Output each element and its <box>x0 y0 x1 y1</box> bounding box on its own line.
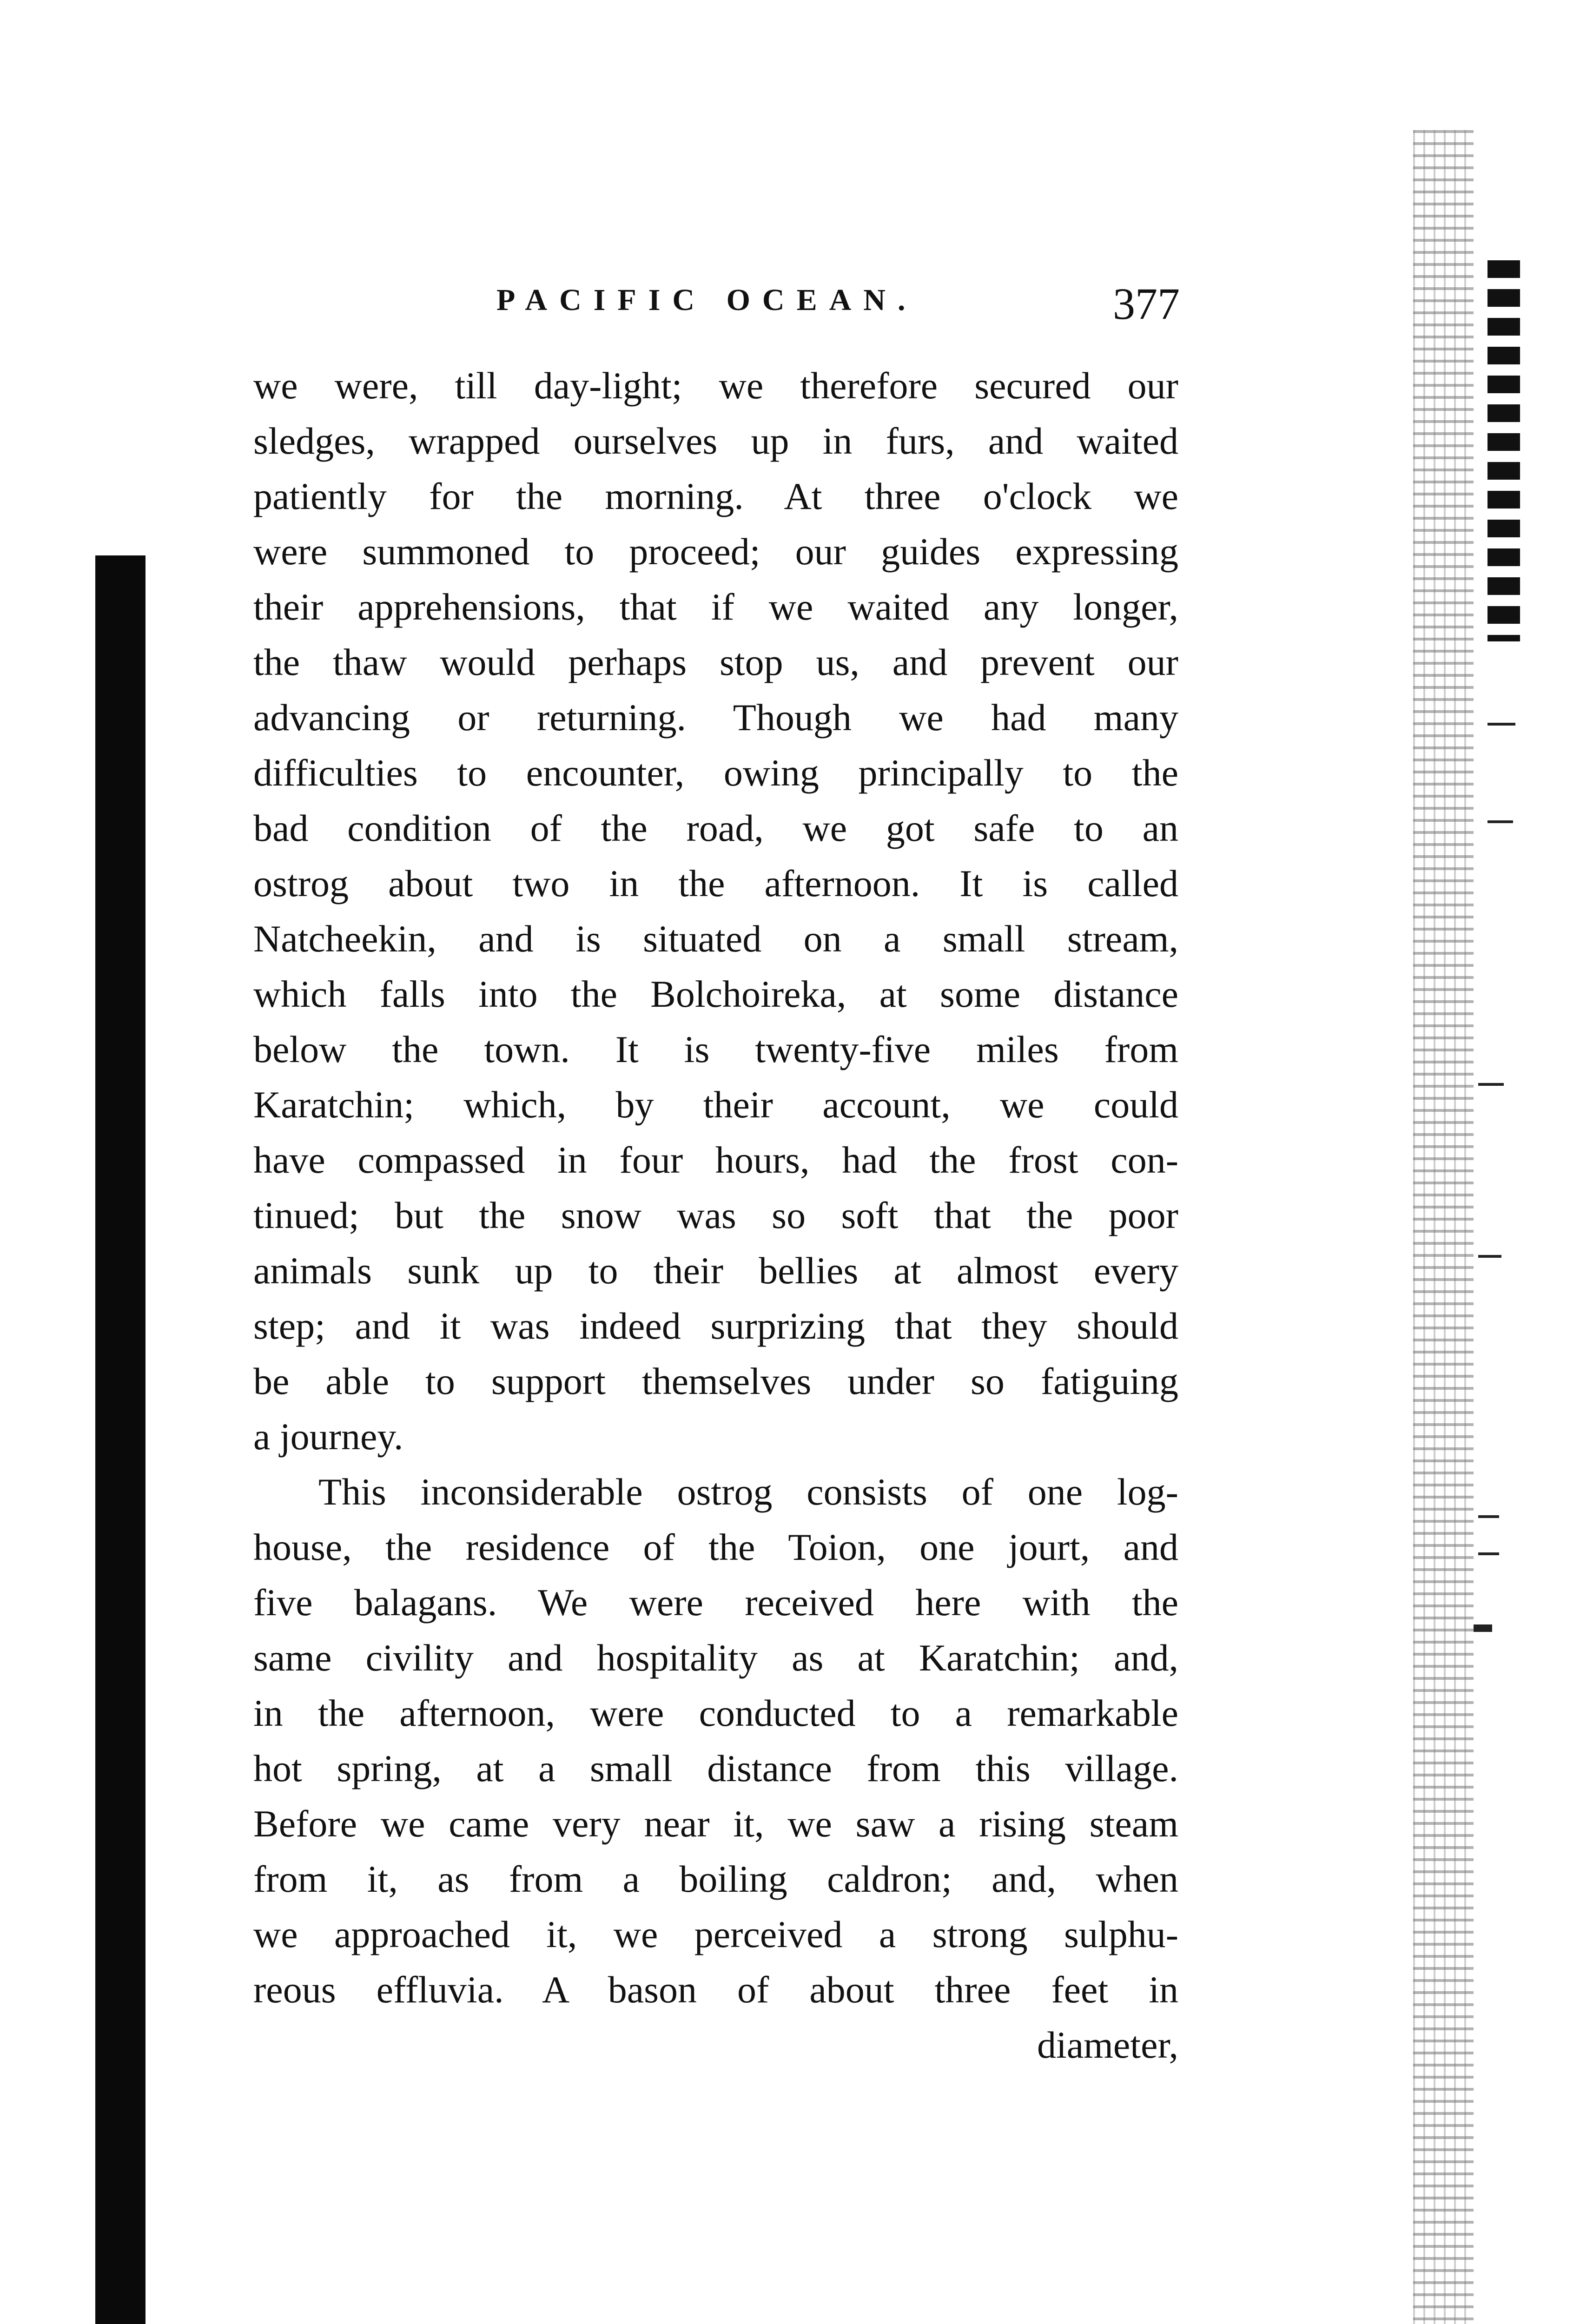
text-line: sledges, wrapped ourselves up in furs, and waited <box>253 420 1178 462</box>
text-line: their apprehensions, that if we waited any longer, <box>253 586 1178 628</box>
text-line: step; and it was indeed surprizing that they should <box>253 1305 1178 1347</box>
text-line: in the afternoon, were conducted to a remarkable <box>253 1692 1178 1734</box>
page-edge-shadow <box>1413 130 1474 2324</box>
text-line: patiently for the morning. At three o'clock we <box>253 475 1178 517</box>
text-line: reous effluvia. A bason of about three feet in <box>253 1968 1178 2011</box>
page-number: 377 <box>1113 279 1180 329</box>
text-line: animals sunk up to their bellies at almost every <box>253 1249 1178 1292</box>
text-line: tinued; but the snow was so soft that the poor <box>253 1194 1178 1236</box>
text-line: a journey. <box>253 1415 403 1458</box>
text-line: hot spring, at a small distance from this village. <box>253 1747 1178 1789</box>
text-line: ostrog about two in the afternoon. It is called <box>253 862 1178 905</box>
text-line: be able to support themselves under so fatiguing <box>253 1360 1178 1402</box>
text-line: we approached it, we perceived a strong sulphu- <box>253 1913 1178 1955</box>
running-head: PACIFIC OCEAN. <box>496 283 918 317</box>
text-line: bad condition of the road, we got safe to an <box>253 807 1178 849</box>
body-text <box>253 358 1178 2073</box>
text-line: five balagans. We were received here with the <box>253 1581 1178 1624</box>
edge-dash <box>1474 1624 1492 1632</box>
edge-dash <box>1478 1083 1504 1086</box>
edge-dash <box>1478 1552 1499 1555</box>
text-line: we were, till day-light; we therefore secured our <box>253 364 1178 407</box>
text-line: Natcheekin, and is situated on a small stream, <box>253 918 1178 960</box>
binding-shadow <box>95 555 145 2324</box>
text-line: have compassed in four hours, had the frost con- <box>253 1139 1178 1181</box>
text-line: house, the residence of the Toion, one jourt, and <box>253 1526 1178 1568</box>
text-line: from it, as from a boiling caldron; and, when <box>253 1858 1178 1900</box>
text-line: advancing or returning. Though we had many <box>253 696 1178 739</box>
page-header <box>496 278 1180 334</box>
text-line: This inconsiderable ostrog consists of one log- <box>318 1471 1178 1513</box>
page-edge-marks <box>1487 260 1520 641</box>
text-line: Before we came very near it, we saw a rising steam <box>253 1802 1178 1845</box>
text-line: which falls into the Bolchoireka, at some distance <box>253 973 1178 1015</box>
text-line: Karatchin; which, by their account, we could <box>253 1083 1178 1126</box>
text-line: were summoned to proceed; our guides expressing <box>253 530 1178 573</box>
text-line: below the town. It is twenty-five miles from <box>253 1028 1178 1070</box>
edge-dash <box>1487 820 1513 823</box>
text-line: the thaw would perhaps stop us, and prevent our <box>253 641 1178 683</box>
text-line: difficulties to encounter, owing principally to the <box>253 752 1178 794</box>
text-line: same civility and hospitality as at Karatchin; and, <box>253 1637 1178 1679</box>
edge-dash <box>1487 723 1515 726</box>
catchword: diameter, <box>1037 2024 1178 2066</box>
edge-dash <box>1478 1255 1501 1258</box>
edge-dash <box>1478 1515 1499 1518</box>
